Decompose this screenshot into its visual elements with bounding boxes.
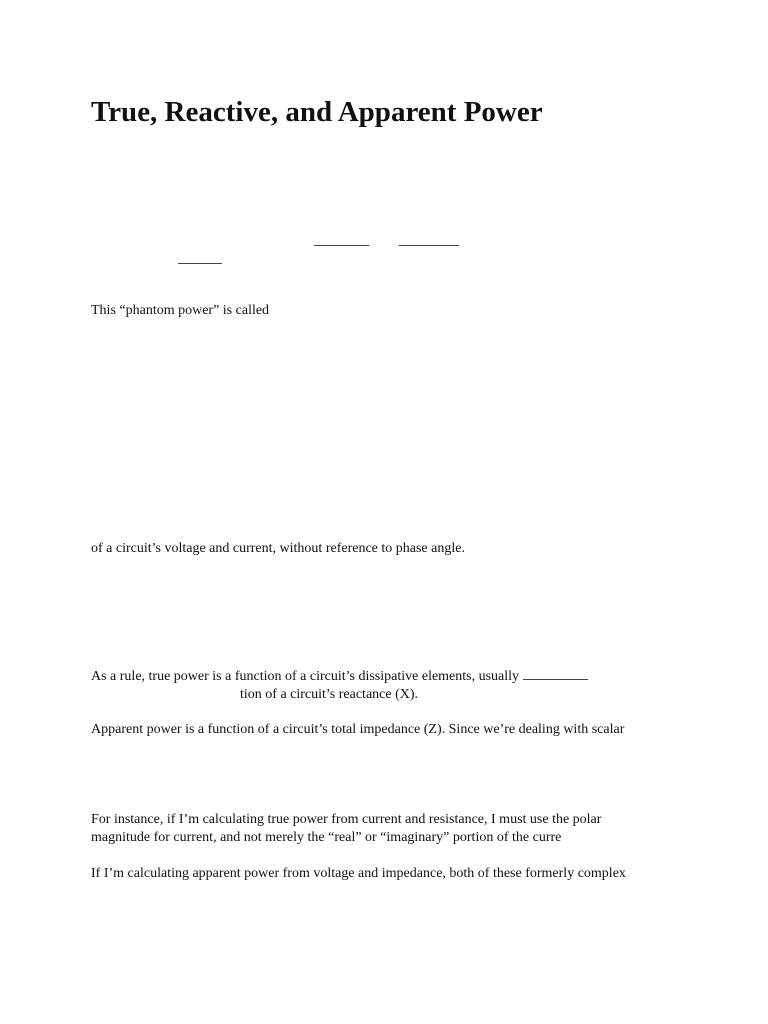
hyperlink-underline[interactable]: [178, 263, 222, 264]
paragraph-reactance: tion of a circuit’s reactance (X).: [240, 687, 419, 702]
paragraph-apparent-calculation: If I’m calculating apparent power from voltage and impedance, both of these formerly complex: [91, 866, 626, 881]
paragraph-true-power-rule: [91, 668, 588, 686]
page-title: True, Reactive, and Apparent Power: [91, 96, 543, 128]
paragraph-instance-line1: For instance, if I’m calculating true power from current and resistance, I must use the polar: [91, 812, 602, 827]
hyperlink-underline[interactable]: [399, 245, 459, 246]
paragraph-voltage-current: of a circuit’s voltage and current, without reference to phase angle.: [91, 541, 465, 556]
hyperlink-underline[interactable]: [523, 668, 588, 680]
paragraph-apparent-power: Apparent power is a function of a circuit’s total impedance (Z). Since we’re dealing with scalar: [91, 722, 625, 737]
paragraph-text: As a rule, true power is a function of a circuit’s dissipative elements, usually: [91, 669, 520, 684]
paragraph-instance-line2: magnitude for current, and not merely the “real” or “imaginary” portion of the curre: [91, 830, 562, 845]
hyperlink-underline[interactable]: [314, 245, 369, 246]
paragraph-phantom-power: This “phantom power” is called: [91, 303, 270, 318]
